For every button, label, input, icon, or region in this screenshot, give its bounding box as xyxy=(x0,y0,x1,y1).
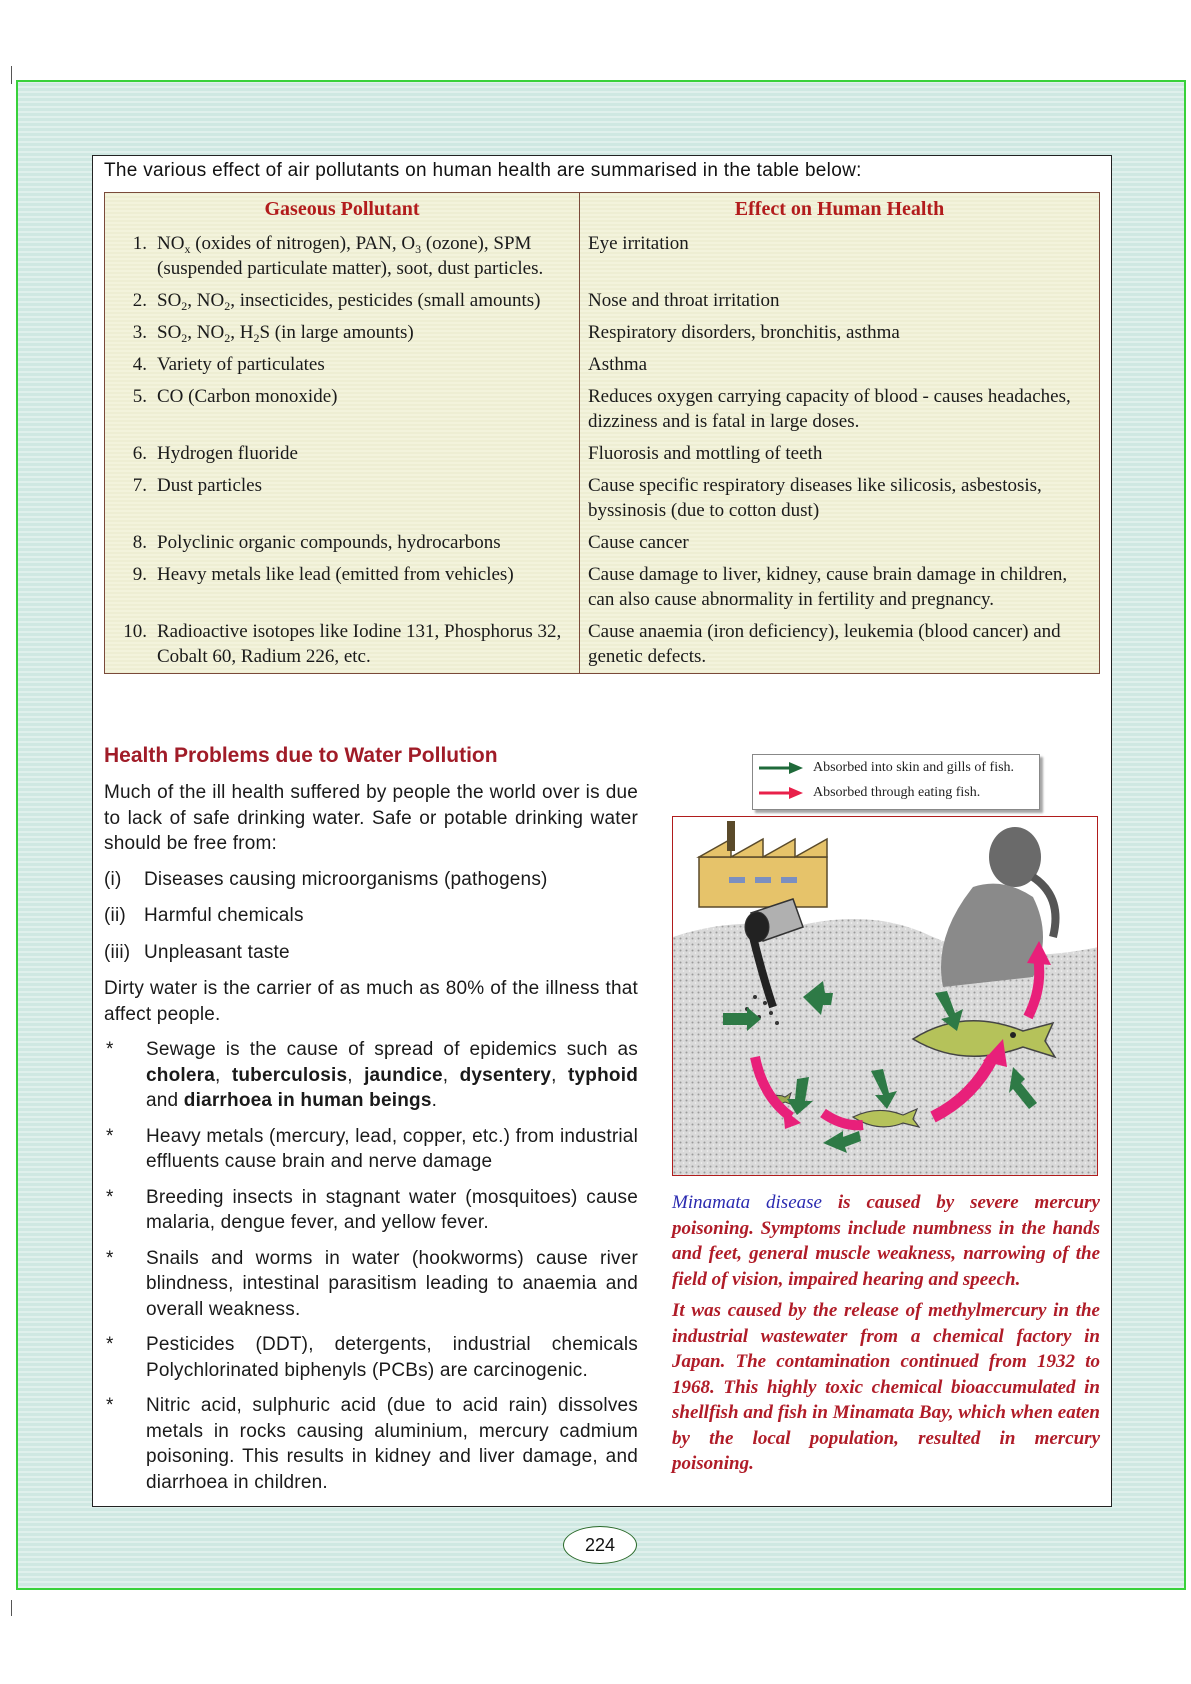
table-row xyxy=(105,349,1100,381)
pollutant-cell xyxy=(105,349,580,381)
pollutant-cell xyxy=(105,438,580,470)
list-item: (ii) Harmful chemicals xyxy=(104,905,304,926)
list-item: * Sewage is the cause of spread of epidemics such as cholera, tuberculosis, jaundice, dysentery, typhoid and diarrhoea in human beings. xyxy=(104,1037,638,1114)
water-pollution-text xyxy=(104,780,638,1505)
pollutant-cell xyxy=(105,470,580,527)
row-number: 9. xyxy=(132,564,147,585)
table-row xyxy=(105,559,1100,616)
red-arrow-icon xyxy=(759,787,803,799)
section-heading: Health Problems due to Water Pollution xyxy=(104,744,498,767)
pollutant-cell xyxy=(105,228,580,285)
dirty-water-paragraph: Dirty water is the carrier of as much as 80% of the illness that affect people. xyxy=(104,978,638,1025)
bullet-star: * xyxy=(106,1039,114,1060)
factory-icon xyxy=(699,821,827,907)
row-number: 6. xyxy=(132,443,147,464)
row-number: 10. xyxy=(123,621,147,642)
pollutant-text: $SO_2$, $NO_2$, $H_2S$ (in large amounts) xyxy=(157,322,414,345)
minamata-caption xyxy=(672,1190,1100,1483)
table-row xyxy=(105,381,1100,438)
caption-paragraph: Minamata disease is caused by severe mercury poisoning. Symptoms include numbness in the hands and feet, general muscle weakness, narrowing of the field of vision, impaired hearing and speech. xyxy=(672,1192,1100,1290)
effect-cell: Asthma xyxy=(588,354,648,375)
list-item: * Snails and worms in water (hookworms) cause river blindness, intestinal parasitism leading to anaemia and overall weakness. xyxy=(106,1247,638,1320)
pollutant-text: Heavy metals like lead (emitted from vehicles) xyxy=(157,564,514,585)
intro-paragraph: Much of the ill health suffered by people the world over is due to lack of safe drinking water. Safe or potable drinking water should be free from: xyxy=(104,782,638,854)
green-arrow-icon xyxy=(759,762,803,774)
effect-cell: Cause damage to liver, kidney, cause brain damage in children, can also cause abnormality in fertility and pregnancy. xyxy=(588,564,1068,610)
pollutant-effects-table xyxy=(104,192,1100,674)
effect-cell: Respiratory disorders, bronchitis, asthma xyxy=(588,322,900,343)
pollutant-text: Hydrogen fluoride xyxy=(157,443,298,464)
pollutant-cell xyxy=(105,285,580,317)
list-item: * Heavy metals (mercury, lead, copper, etc.) from industrial effluents cause brain and nerve damage xyxy=(106,1125,638,1172)
roman-list xyxy=(104,867,638,966)
disease-term: Minamata disease xyxy=(672,1192,822,1213)
pollutant-cell xyxy=(105,527,580,559)
pollutant-text: $NO_x$ (oxides of nitrogen), PAN, $O_3$ (ozone), SPM (suspended particulate matter), soot, dust particles. xyxy=(157,233,544,279)
table-intro: The various effect of air pollutants on human health are summarised in the table below: xyxy=(104,160,862,181)
table-header-row xyxy=(105,193,1100,229)
table-row xyxy=(105,470,1100,527)
row-number: 2. xyxy=(132,290,147,311)
legend-item: Absorbed through eating fish. xyxy=(753,780,1039,805)
pollutant-cell xyxy=(105,317,580,349)
caption-paragraph: It was caused by the release of methylmercury in the industrial wastewater from a chemical factory in Japan. The contamination continued from 1932 to 1968. This highly toxic chemical bioaccumulated in shellfish and fish in Minamata Bay, which when eaten by the local population, resulted in mercury poisoning. xyxy=(672,1300,1100,1474)
effect-cell: Cause anaemia (iron deficiency), leukemia (blood cancer) and genetic defects. xyxy=(588,621,1061,667)
effect-cell: Cause specific respiratory diseases like silicosis, asbestosis, byssinosis (due to cotton dust) xyxy=(588,475,1042,521)
legend-item: Absorbed into skin and gills of fish. xyxy=(753,755,1039,780)
table-row xyxy=(105,228,1100,285)
row-number: 5. xyxy=(132,386,147,407)
pollutant-text: Radioactive isotopes like Iodine 131, Phosphorus 32, Cobalt 60, Radium 226, etc. xyxy=(157,621,562,667)
list-item: (i) Diseases causing microorganisms (pathogens) xyxy=(104,868,548,890)
effect-cell: Fluorosis and mottling of teeth xyxy=(588,443,823,464)
pollutant-text: CO (Carbon monoxide) xyxy=(157,386,338,407)
effect-cell: Cause cancer xyxy=(588,532,689,553)
diagram-legend xyxy=(752,754,1040,810)
bullet-list xyxy=(104,1037,638,1495)
table-row xyxy=(105,527,1100,559)
effect-cell: Reduces oxygen carrying capacity of blood - causes headaches, dizziness and is fatal in large doses. xyxy=(588,386,1071,432)
table-row xyxy=(105,616,1100,674)
list-item: * Pesticides (DDT), detergents, industrial chemicals Polychlorinated biphenyls (PCBs) are carcinogenic. xyxy=(106,1334,638,1381)
page-number: 224 xyxy=(563,1526,637,1564)
pollutant-text: Variety of particulates xyxy=(157,354,325,375)
mercury-cycle-diagram xyxy=(673,817,1098,1176)
column-header-pollutant: Gaseous Pollutant xyxy=(105,193,580,229)
pollutant-text: $SO_2$, $NO_2$, insecticides, pesticides (small amounts) xyxy=(157,290,541,313)
table-row xyxy=(105,285,1100,317)
crop-mark xyxy=(11,66,12,84)
pollutant-text: Polyclinic organic compounds, hydrocarbons xyxy=(157,532,501,553)
table-row xyxy=(105,317,1100,349)
effect-cell: Nose and throat irritation xyxy=(588,290,780,311)
pollutant-cell xyxy=(105,381,580,438)
pollutant-text: Dust particles xyxy=(157,475,263,496)
list-item: (iii) Unpleasant taste xyxy=(104,941,290,963)
row-number: 8. xyxy=(132,532,147,553)
list-item: * Breeding insects in stagnant water (mosquitoes) cause malaria, dengue fever, and yellow fever. xyxy=(106,1186,638,1233)
table-row xyxy=(105,438,1100,470)
pollutant-cell xyxy=(105,559,580,616)
list-item: * Nitric acid, sulphuric acid (due to acid rain) dissolves metals in rocks causing aluminium, mercury cadmium poisoning. This results in kidney and liver damage, and diarrhoea in children. xyxy=(106,1395,638,1493)
row-number: 7. xyxy=(132,475,147,496)
row-number: 3. xyxy=(132,322,147,343)
effect-cell: Eye irritation xyxy=(588,233,689,254)
column-header-effect: Effect on Human Health xyxy=(734,198,945,220)
crop-mark xyxy=(11,1600,12,1616)
minamata-illustration xyxy=(672,816,1098,1176)
row-number: 1. xyxy=(132,233,147,254)
pollutant-cell xyxy=(105,616,580,674)
row-number: 4. xyxy=(132,354,147,375)
